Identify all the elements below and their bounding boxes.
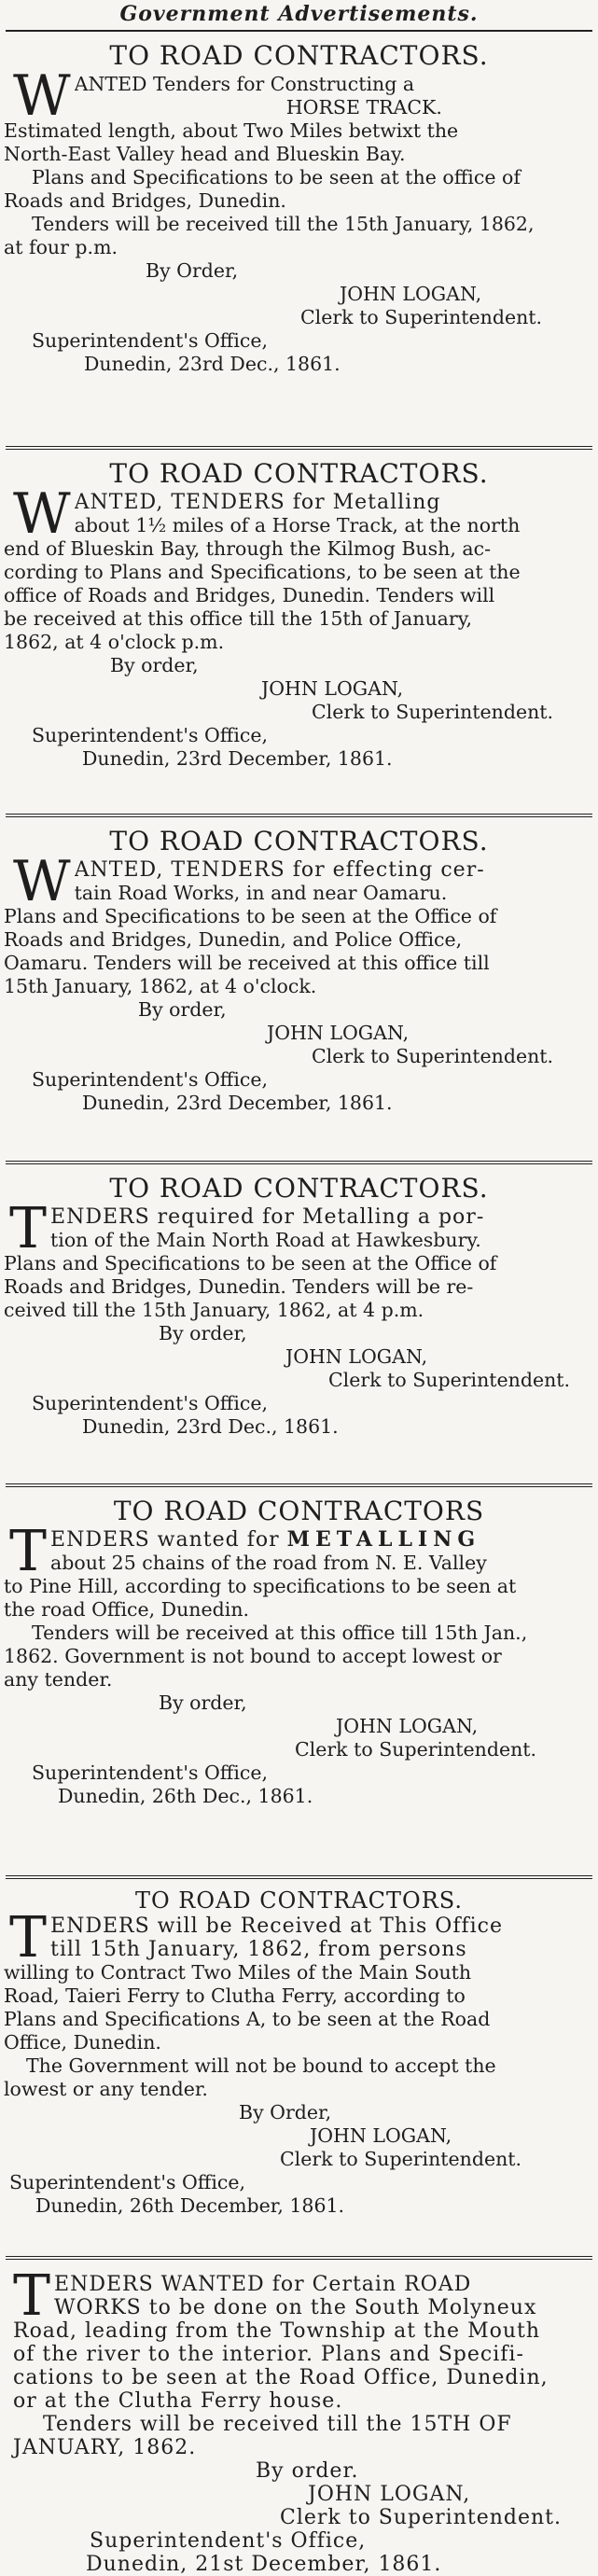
ad-line: ENDERS will be Received at This Office <box>50 1915 503 1938</box>
ad-line: By order. <box>256 2459 359 2483</box>
ad-line: 1862. Government is not bound to accept lowest or <box>4 1645 502 1667</box>
ad-line: Oamaru. Tenders will be received at this office till <box>4 952 490 974</box>
ad-line: Tenders will be received till the 15TH OF <box>43 2413 512 2436</box>
ad-line: office of Roads and Bridges, Dunedin. Tenders will <box>4 584 495 606</box>
ad-line: JANUARY, 1862. <box>13 2436 197 2459</box>
ad-heading: TO ROAD CONTRACTORS. <box>109 1173 489 1204</box>
ad-body <box>0 849 598 1115</box>
ad-line: ANTED, TENDERS for effecting cer- <box>74 858 485 882</box>
ad-body <box>0 63 598 376</box>
ad-body <box>0 1905 598 2218</box>
ad-line: JOHN LOGAN, <box>261 677 404 700</box>
ad-line: Superintendent's Office, <box>32 724 269 746</box>
ad-line: By order, <box>110 654 199 676</box>
ad-line: Clerk to Superintendent. <box>280 2506 563 2529</box>
advertisement-2 <box>0 450 598 814</box>
advertisement-7 <box>0 2260 598 2576</box>
ad-line: or at the Clutha Ferry house. <box>13 2389 343 2413</box>
drop-capital: T <box>9 1519 48 1584</box>
ad-line: By Order, <box>239 2101 332 2123</box>
ad-line: By order, <box>138 998 227 1021</box>
advertisement-3 <box>0 817 598 1161</box>
drop-capital: W <box>13 849 71 914</box>
ad-line: North-East Valley head and Blueskin Bay. <box>4 143 406 165</box>
ad-line: Superintendent's Office, <box>32 1392 269 1414</box>
ad-line: Plans and Specifications to be seen at the Office of <box>4 905 497 927</box>
emphasis-word: METALLING <box>286 1528 481 1552</box>
ad-line: Plans and Specifications to be seen at the Office of <box>4 1252 497 1274</box>
ad-line: end of Blueskin Bay, through the Kilmog Bush, ac- <box>4 537 491 560</box>
ad-line: By order, <box>159 1322 247 1344</box>
ad-line: HORSE TRACK. <box>285 96 442 118</box>
advertisement-4 <box>0 1164 598 1483</box>
ad-line: JOHN LOGAN, <box>308 2483 471 2506</box>
ad-line: Superintendent's Office, <box>9 2171 246 2193</box>
ad-line: Dunedin, 23rd Dec., 1861. <box>84 353 341 375</box>
ad-line: Clerk to Superintendent. <box>312 1045 554 1067</box>
ad-line: Dunedin, 23rd Dec., 1861. <box>82 1415 339 1438</box>
ad-line: cording to Plans and Specifications, to be seen at the <box>4 561 521 583</box>
ad-line: Tenders will be received at this office till 15th Jan., <box>32 1622 528 1644</box>
advertisement-5 <box>0 1487 598 1875</box>
ad-line: Dunedin, 26th December, 1861. <box>35 2194 345 2217</box>
ad-line: The Government will not be bound to accept the <box>26 2054 496 2077</box>
ad-line: tain Road Works, in and near Oamaru. <box>74 882 448 904</box>
ad-line: Superintendent's Office, <box>90 2529 367 2553</box>
ad-line: cations to be seen at the Road Office, Dunedin, <box>13 2366 549 2389</box>
ad-line: ANTED, TENDERS for Metalling <box>74 491 441 514</box>
ad-line: Plans and Specifications A, to be seen at the Road <box>4 2008 491 2030</box>
ad-line: JOHN LOGAN, <box>285 1345 428 1368</box>
ad-line: Clerk to Superintendent. <box>295 1738 537 1761</box>
ad-line: willing to Contract Two Miles of the Main South <box>4 1961 472 1984</box>
ad-body <box>0 481 598 771</box>
ad-line: to Pine Hill, according to specifications to be seen at <box>4 1575 517 1597</box>
ad-line: Dunedin, 23rd December, 1861. <box>82 747 393 770</box>
ad-heading: TO ROAD CONTRACTORS. <box>109 458 489 489</box>
drop-capital: T <box>13 2263 51 2329</box>
ad-body <box>0 1519 598 1808</box>
ad-line-text: ENDERS wanted for <box>50 1528 280 1552</box>
ad-heading: TO ROAD CONTRACTORS. <box>109 40 489 71</box>
ad-line: Dunedin, 23rd December, 1861. <box>82 1092 393 1114</box>
ad-line: ENDERS required for Metalling a por- <box>50 1205 485 1229</box>
ad-line: about 25 chains of the road from N. E. Valley <box>50 1552 487 1574</box>
ad-line: Roads and Bridges, Dunedin. Tenders will be re- <box>4 1275 474 1298</box>
ad-line: Roads and Bridges, Dunedin, and Police Office, <box>4 928 463 951</box>
ad-line: Superintendent's Office, <box>32 329 269 352</box>
ad-heading: TO ROAD CONTRACTORS. <box>109 826 489 856</box>
ad-line: Estimated length, about Two Miles betwixt the <box>4 119 459 142</box>
ad-line <box>50 1528 598 1552</box>
ad-line: the road Office, Dunedin. <box>4 1598 250 1621</box>
ad-heading: TO ROAD CONTRACTORS. <box>134 1887 464 1914</box>
ad-line: Superintendent's Office, <box>32 1068 269 1091</box>
ad-line: Road, leading from the Township at the Mouth <box>13 2319 541 2343</box>
drop-capital: T <box>9 1196 48 1261</box>
ad-line: Roads and Bridges, Dunedin. <box>4 189 286 212</box>
ad-line: Superintendent's Office, <box>32 1761 269 1784</box>
ad-line: JOHN LOGAN, <box>340 283 482 305</box>
ad-line: JOHN LOGAN, <box>336 1715 479 1737</box>
ad-body <box>0 2263 598 2576</box>
drop-capital: W <box>13 481 71 547</box>
ad-line: Dunedin, 21st December, 1861. <box>86 2553 442 2576</box>
ad-line: Clerk to Superintendent. <box>312 701 554 723</box>
ad-line: WORKS to be done on the South Molyneux <box>54 2296 537 2319</box>
ad-line: By Order, <box>146 259 239 282</box>
ad-line: Office, Dunedin. <box>4 2031 161 2054</box>
ad-line: 1862, at 4 o'clock p.m. <box>4 631 225 653</box>
drop-capital: T <box>9 1905 48 1970</box>
ad-line: ceived till the 15th January, 1862, at 4 p.m. <box>4 1299 424 1321</box>
ad-line: ENDERS WANTED for Certain ROAD <box>54 2273 472 2296</box>
ad-body <box>0 1196 598 1439</box>
ad-line: ANTED Tenders for Constructing a <box>74 73 415 95</box>
ad-line: of the river to the interior. Plans and Specifi- <box>13 2343 524 2366</box>
ad-line: JOHN LOGAN, <box>267 1022 410 1044</box>
advertisement-1 <box>0 32 598 446</box>
ad-line: JOHN LOGAN, <box>310 2124 452 2147</box>
advertisement-6 <box>0 1879 598 2256</box>
ad-heading: TO ROAD CONTRACTORS <box>113 1496 485 1526</box>
ad-line: at four p.m. <box>4 236 118 258</box>
ad-line: about 1½ miles of a Horse Track, at the north <box>74 514 521 536</box>
drop-capital: W <box>13 63 71 129</box>
ad-line: Plans and Specifications to be seen at the office of <box>32 166 521 188</box>
masthead: Government Advertisements. <box>119 2 479 26</box>
ad-line: be received at this office till the 15th of January, <box>4 607 473 630</box>
ad-line: Clerk to Superintendent. <box>328 1369 571 1391</box>
ad-line: Clerk to Superintendent. <box>300 306 543 328</box>
ad-line: Dunedin, 26th Dec., 1861. <box>58 1785 313 1807</box>
ad-line: till 15th January, 1862, from persons <box>50 1938 467 1961</box>
ad-line: lowest or any tender. <box>4 2078 208 2100</box>
ad-line: any tender. <box>4 1668 113 1691</box>
ad-line: By order, <box>159 1692 247 1714</box>
ad-line: Tenders will be received till the 15th January, 1862, <box>32 213 535 235</box>
ad-line: 15th January, 1862, at 4 o'clock. <box>4 975 317 997</box>
ad-line: Clerk to Superintendent. <box>280 2148 522 2170</box>
ad-line: Road, Taieri Ferry to Clutha Ferry, according to <box>4 1984 466 2007</box>
ad-line: tion of the Main North Road at Hawkesbury. <box>50 1229 481 1251</box>
